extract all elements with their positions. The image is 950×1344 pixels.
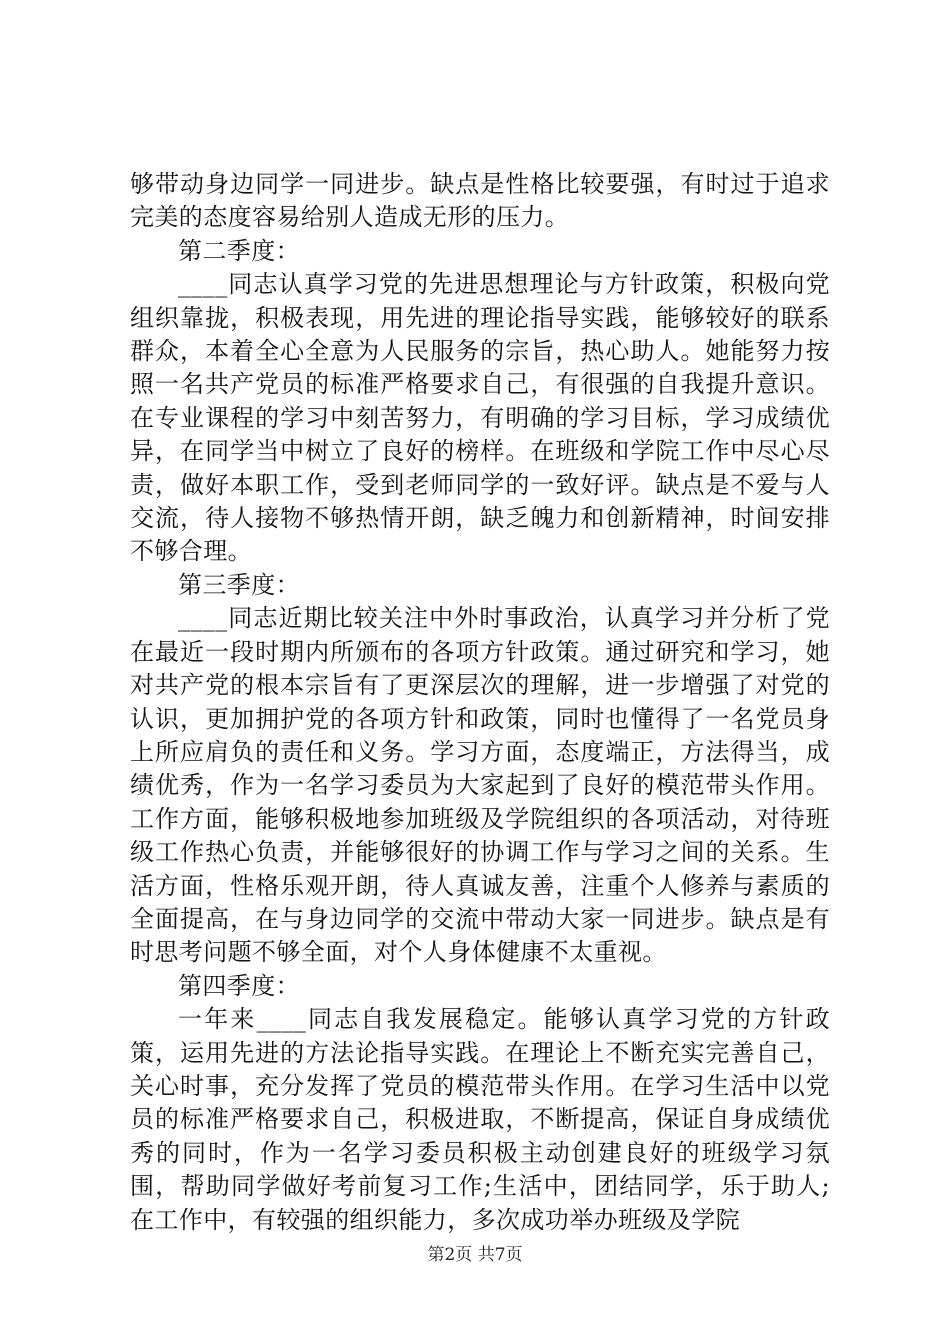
paragraph-q3: ____同志近期比较关注中外时事政治，认真学习并分析了党在最近一段时期内所颁布的各项方针政策。通过研究和学习，她对共产党的根本宗旨有了更深层次的理解，进一步增强了对党的认识，更加拥护党的各项方针和政策，同时也懂得了一名党员身上所应肩负的责任和义务。学习方面，态度端正，方法得当，成绩优秀，作为一名学习委员为大家起到了良好的模范带头作用。工作方面，能够积极地参加班级及学院组织的各项活动，对待班级工作热心负责，并能够很好的协调工作与学习之间的关系。生活方面，性格乐观开朗，待人真诚友善，注重个人修养与素质的全面提高，在与身边同学的交流中带动大家一同进步。缺点是有时思考问题不够全面，对个人身体健康不太重视。	[130, 604, 830, 967]
section-heading-q2: 第二季度：	[178, 236, 300, 265]
document-body	[130, 168, 830, 1237]
paragraph-q2: ____同志认真学习党的先进思想理论与方针政策，积极向党组织靠拢，积极表现，用先进的理论指导实践，能够较好的联系群众，本着全心全意为人民服务的宗旨，热心助人。她能努力按照一名共产党员的标准严格要求自己，有很强的自我提升意识。在专业课程的学习中刻苦努力，有明确的学习目标，学习成绩优异，在同学当中树立了良好的榜样。在班级和学院工作中尽心尽责，做好本职工作，受到老师同学的一致好评。缺点是不爱与人交流，待人接物不够热情开朗，缺乏魄力和创新精神，时间安排不够合理。	[130, 270, 830, 566]
section-heading-q4: 第四季度：	[178, 971, 300, 1000]
section-heading-q3: 第三季度：	[178, 570, 300, 599]
page-footer: 第2页 共7页	[427, 1245, 523, 1265]
paragraph-continuation: 够带动身边同学一同进步。缺点是性格比较要强，有时过于追求完美的态度容易给别人造成无形的压力。	[130, 170, 830, 232]
paragraph-q4: 一年来____同志自我发展稳定。能够认真学习党的方针政策，运用先进的方法论指导实践。在理论上不断充实完善自己，关心时事，充分发挥了党员的模范带头作用。在学习生活中以党员的标准严格要求自己，积极进取，不断提高，保证自身成绩优秀的同时，作为一名学习委员积极主动创建良好的班级学习氛围，帮助同学做好考前复习工作;生活中，团结同学，乐于助人;在工作中，有较强的组织能力，多次成功举办班级及学院	[130, 1005, 830, 1234]
